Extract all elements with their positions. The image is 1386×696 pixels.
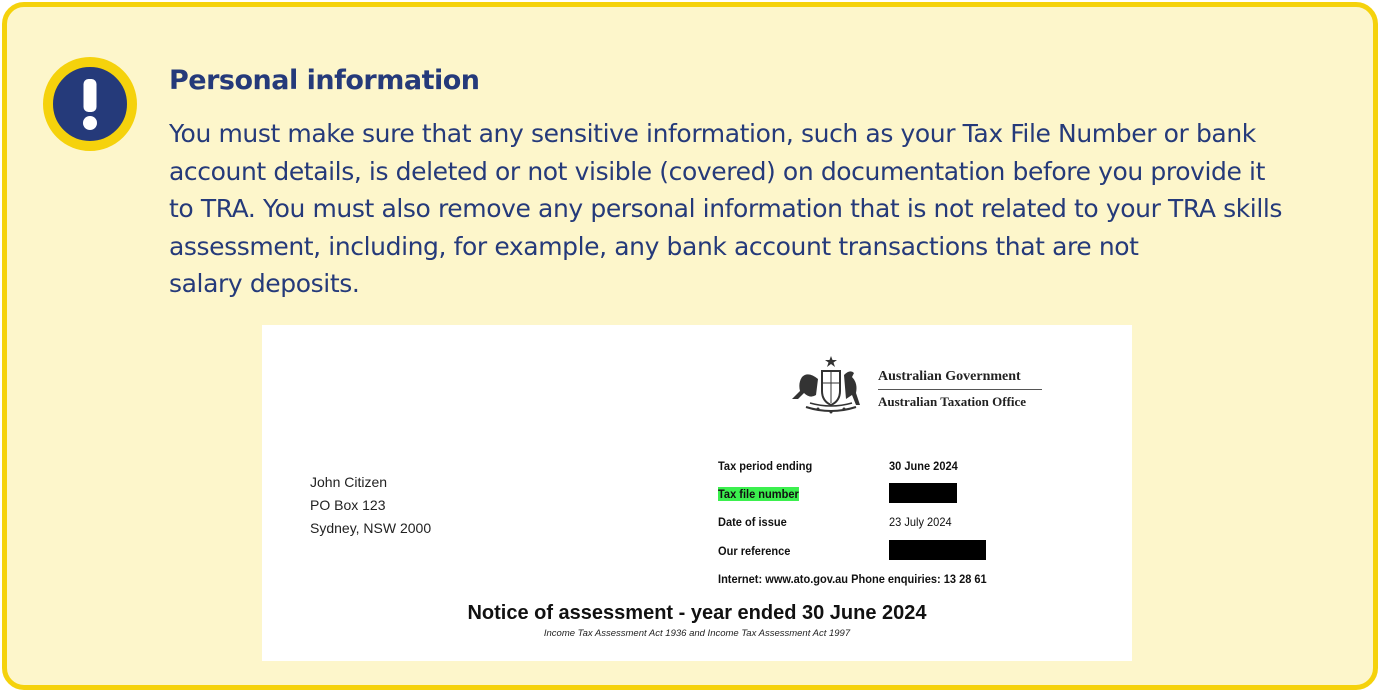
redaction-bar [889, 483, 957, 503]
tax-period-value: 30 June 2024 [889, 459, 958, 473]
our-reference-label: Our reference [718, 544, 791, 558]
callout-body-line: to TRA. You must also remove any personal information that is not related to your TRA skills [169, 194, 1283, 223]
callout-body [169, 115, 1329, 303]
address-line: PO Box 123 [310, 497, 386, 513]
tax-period-label: Tax period ending [718, 459, 813, 473]
exclamation-icon [43, 57, 137, 151]
tax-file-number-label [718, 487, 799, 501]
notice-of-assessment-image [262, 325, 1132, 661]
coat-of-arms-icon [788, 353, 874, 417]
address-line: Sydney, NSW 2000 [310, 520, 432, 536]
callout-body-line: You must make sure that any sensitive information, such as your Tax File Number or bank [169, 119, 1256, 148]
agency-name: Australian Taxation Office [878, 394, 1027, 409]
callout-body-line: assessment, including, for example, any bank account transactions that are not [169, 231, 1139, 261]
callout-body-line: account details, is deleted or not visible (covered) on documentation before you provide it [169, 156, 1265, 186]
highlighted-text: Tax file number [718, 487, 799, 501]
personal-information-callout [2, 2, 1378, 690]
callout-title: Personal information [169, 65, 480, 96]
notice-title: Notice of assessment - year ended 30 June 2024 [467, 602, 927, 624]
address-line: John Citizen [310, 474, 388, 490]
agency-name-block [878, 369, 1042, 410]
callout-body-line: salary deposits. [169, 269, 360, 298]
date-of-issue-value: 23 July 2024 [889, 515, 952, 529]
mailing-address [310, 471, 431, 540]
notice-subtitle: Income Tax Assessment Act 1936 and Income Tax Assessment Act 1997 [543, 628, 851, 639]
government-name: Australian Government [878, 369, 1042, 390]
date-of-issue-label: Date of issue [718, 515, 787, 529]
redaction-bar [889, 540, 986, 560]
contact-line: Internet: www.ato.gov.au Phone enquiries: 13 28 61 [718, 572, 987, 586]
